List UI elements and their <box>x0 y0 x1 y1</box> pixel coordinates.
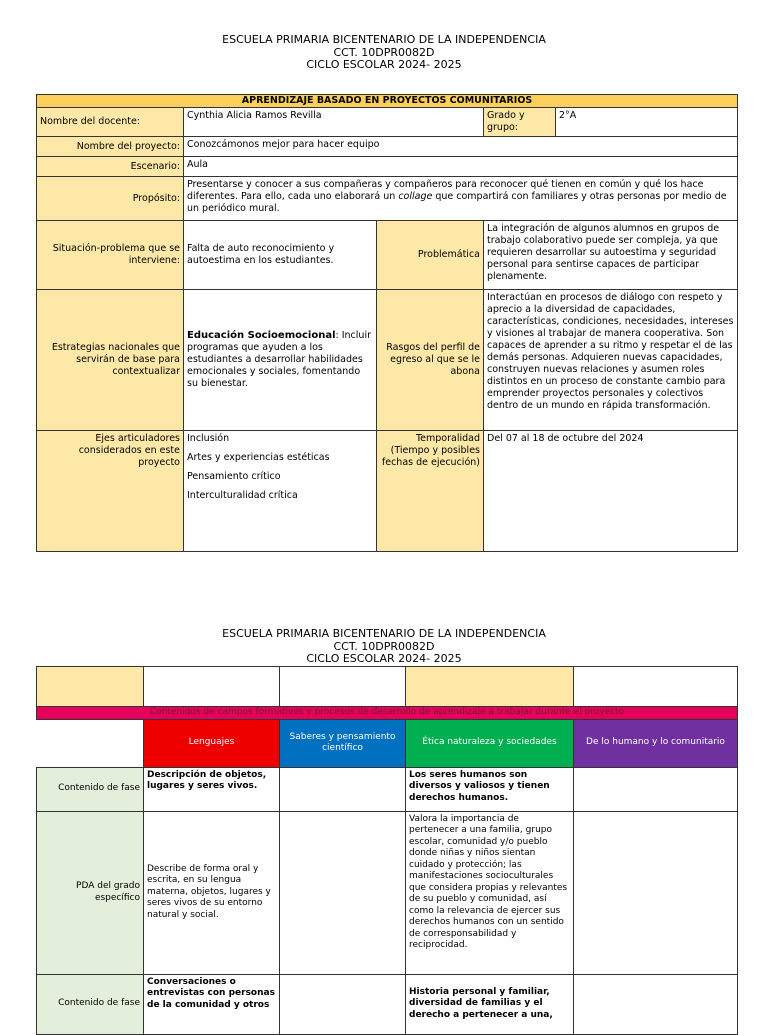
docente-label: Nombre del docente: <box>37 108 184 137</box>
pda-humano <box>574 811 738 974</box>
contenido2-lenguajes: Conversaciones o entrevistas con personas de la comunidad y otros <box>144 974 280 1034</box>
field-lenguajes: Lenguajes <box>144 719 280 767</box>
field-humano: De lo humano y lo comunitario <box>574 719 738 767</box>
blank-cell <box>144 667 280 707</box>
pda-saberes <box>280 811 406 974</box>
eje-item: Interculturalidad crítica <box>187 490 298 501</box>
header-block-2 <box>0 628 768 666</box>
project-table <box>36 94 738 552</box>
pda-etica: Valora la importancia de pertenecer a una familia, grupo escolar, comunidad y/o pueblo donde niñas y niños sientan cuidado y protección; las manifestaciones socioculturales que considera propias y relevantes de su pueblo y comunidad, así como la relevancia de ejercer sus derechos humanos con un sentido de corresponsabilidad y reciprocidad. <box>406 811 574 974</box>
blank-cell <box>280 667 406 707</box>
contenido-lenguajes: Descripción de objetos, lugares y seres vivos. <box>144 767 280 811</box>
contenido2-humano <box>574 974 738 1034</box>
contenido-etica: Los seres humanos son diversos y valiosos y tienen derechos humanos. <box>406 767 574 811</box>
proyecto-label: Nombre del proyecto: <box>37 137 184 157</box>
ejes-label: Ejes articuladores considerados en este proyecto <box>37 431 184 552</box>
estrategias-value: Educación Socioemocional: Incluir programas que ayuden a los estudiantes a desarrollar habilidades emocionales y sociales, fomentando su bienestar. <box>184 290 377 431</box>
eje-item: Pensamiento crítico <box>187 471 281 482</box>
contenido2-saberes <box>280 974 406 1034</box>
school-cct: CCT. 10DPR0082D <box>333 45 435 59</box>
proyecto-value: Conozcámonos mejor para hacer equipo <box>184 137 738 157</box>
problematica-label: Problemática <box>377 221 484 290</box>
docente-value: Cynthia Alicia Ramos Revilla <box>184 108 484 137</box>
field-saberes: Saberes y pensamiento científico <box>280 719 406 767</box>
ejes-list <box>184 431 377 552</box>
school-cct: CCT. 10DPR0082D <box>333 639 435 653</box>
problematica-value: La integración de algunos alumnos en grupos de trabajo colaborativo puede ser compleja, ya que requieren desarrollar su autoestima y seguridad personal para sentirse capaces de participar plenamente. <box>484 221 738 290</box>
temporalidad-value: Del 07 al 18 de octubre del 2024 <box>484 431 738 552</box>
campos-banner: Contenidos de campos formativos y procesos de desarrollo de aprendizaje a trabajar durante el proyecto <box>37 707 738 720</box>
blank-cell <box>406 667 574 707</box>
blank-cell <box>574 667 738 707</box>
blank-cell <box>37 719 144 767</box>
eje-item: Inclusión <box>187 433 230 444</box>
school-cycle: CICLO ESCOLAR 2024- 2025 <box>306 58 462 71</box>
estrategias-label: Estrategias nacionales que servirán de base para contextualizar <box>37 290 184 431</box>
pda-lenguajes: Describe de forma oral y escrita, en su lengua materna, objetos, lugares y seres vivos de su entorno natural y social. <box>144 811 280 974</box>
contenido-humano <box>574 767 738 811</box>
contenido-fase-label-2: Contenido de fase <box>37 974 144 1034</box>
contenido-fase-label: Contenido de fase <box>37 767 144 811</box>
pda-label: PDA del grado específico <box>37 811 144 974</box>
header-block-1 <box>0 34 768 72</box>
contenido2-etica: Historia personal y familiar, diversidad de familias y el derecho a pertenecer a una, <box>406 974 574 1034</box>
proposito-label: Propósito: <box>37 177 184 221</box>
grado-value: 2°A <box>556 108 738 137</box>
contenido-saberes <box>280 767 406 811</box>
rasgos-value: Interactúan en procesos de diálogo con respeto y aprecio a la diversidad de capacidades, características, condiciones, necesidades, intereses y visiones al trabajar de manera cooperativa. Son capaces de aprender a su ritmo y respetar el de las demás personas. Adquieren nuevas capacidades, construyen nuevas relaciones y asumen roles distintos en un proceso de constante cambio para emprender proyectos personales y colectivos dentro de un mundo en rápida transformación. <box>484 290 738 431</box>
blank-cell <box>37 667 144 707</box>
field-etica: Ética naturaleza y sociedades <box>406 719 574 767</box>
content-table <box>36 666 738 1035</box>
rasgos-label: Rasgos del perfil de egreso al que se le abona <box>377 290 484 431</box>
eje-item: Artes y experiencias estéticas <box>187 452 330 463</box>
escenario-label: Escenario: <box>37 157 184 177</box>
situacion-label: Situación-problema que se interviene: <box>37 221 184 290</box>
situacion-value: Falta de auto reconocimiento y autoestima en los estudiantes. <box>184 221 377 290</box>
school-name: ESCUELA PRIMARIA BICENTENARIO DE LA INDEPENDENCIA <box>222 33 546 46</box>
temporalidad-label: Temporalidad (Tiempo y posibles fechas de ejecución) <box>377 431 484 552</box>
school-name: ESCUELA PRIMARIA BICENTENARIO DE LA INDEPENDENCIA <box>222 627 546 640</box>
escenario-value: Aula <box>184 157 738 177</box>
proposito-value: Presentarse y conocer a sus compañeras y compañeros para reconocer qué tienen en común y qué los hace diferentes. Para ello, cada uno elaborará un collage que compartirá con familiares y otras personas por medio de un periódico mural. <box>184 177 738 221</box>
grado-label: Grado y grupo: <box>484 108 556 137</box>
project-banner: APRENDIZAJE BASADO EN PROYECTOS COMUNITARIOS <box>37 95 738 108</box>
school-cycle: CICLO ESCOLAR 2024- 2025 <box>306 652 462 665</box>
